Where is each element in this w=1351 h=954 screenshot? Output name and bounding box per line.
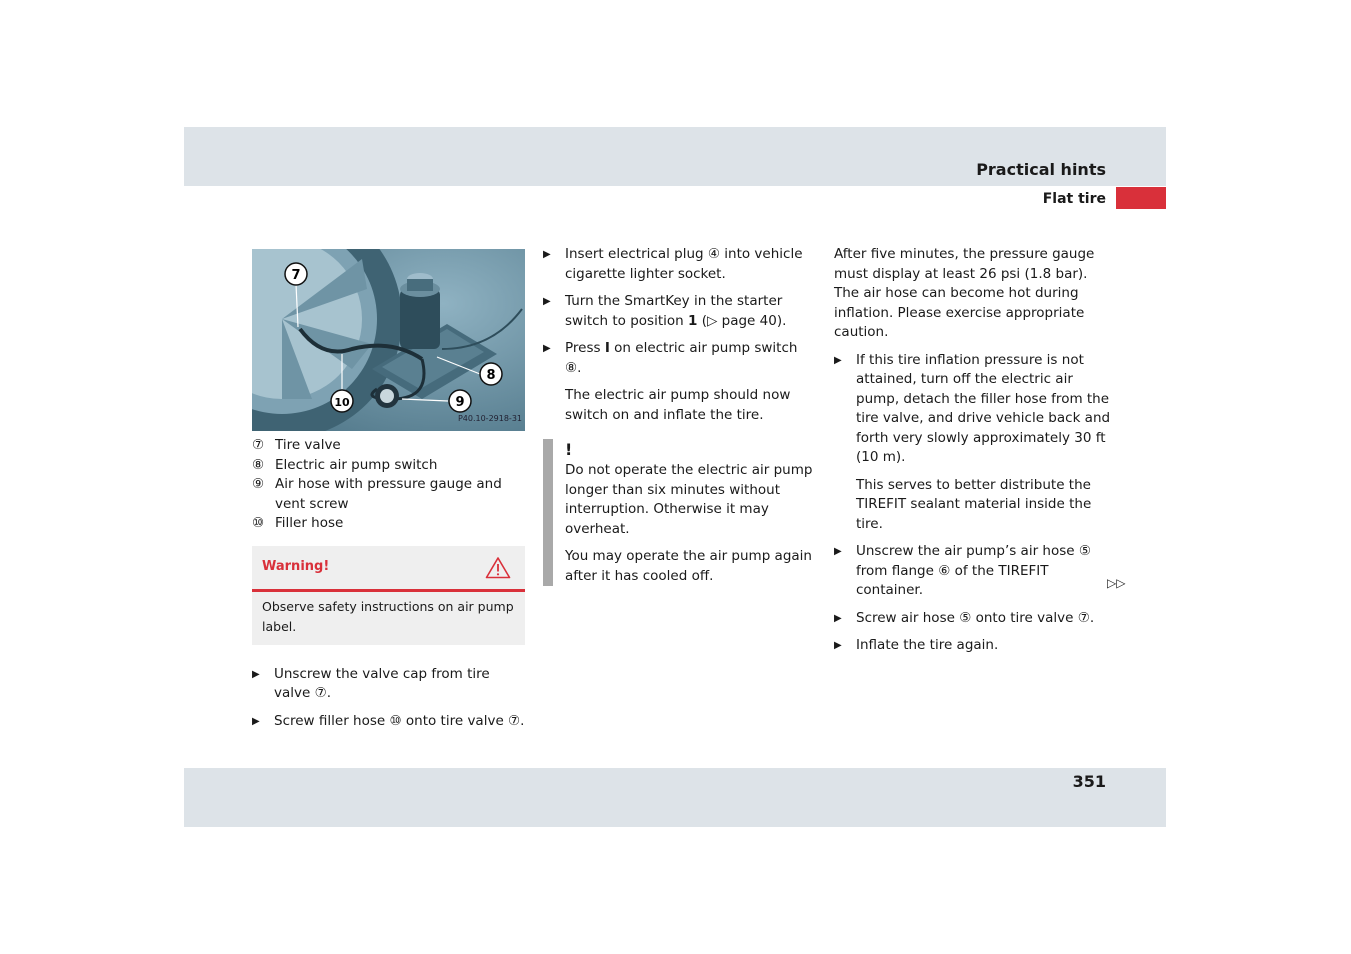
step-item [834, 542, 1114, 601]
column-2 [543, 245, 818, 586]
legend-number: ⑩ [252, 515, 265, 531]
callout-10 [331, 390, 353, 412]
warning-header [252, 546, 525, 592]
legend-number: ⑦ [252, 437, 265, 453]
notice-box [543, 439, 818, 586]
callout-7 [285, 263, 307, 285]
step-text: Insert electrical plug ④ into vehicle cigarette lighter socket. [565, 246, 803, 282]
column-3 [834, 245, 1114, 656]
step-item [252, 665, 525, 704]
bullet-arrow-icon: ▶ [543, 249, 551, 260]
bullet-arrow-icon: ▶ [834, 640, 842, 651]
intro-text: After five minutes, the pressure gauge must display at least 26 psi (1.8 bar). The air hose can become hot during inflation. Please exercise appropriate caution. [834, 246, 1095, 340]
svg-text:8: 8 [486, 368, 496, 383]
svg-text:9: 9 [455, 395, 465, 410]
legend-number: ⑨ [252, 476, 265, 492]
section-tab-marker [1116, 187, 1166, 209]
tirefit-illustration [252, 249, 525, 431]
step-item [834, 636, 1114, 656]
legend-text: Tire valve [275, 437, 341, 453]
legend-item [252, 436, 525, 456]
step-item [834, 609, 1114, 629]
step-item [543, 292, 818, 331]
warning-label: Warning! [262, 559, 330, 575]
legend-text: Filler hose [275, 515, 344, 531]
legend-item [252, 475, 525, 514]
footer-band [184, 768, 1166, 827]
col1-steps [252, 665, 525, 732]
bullet-arrow-icon: ▶ [252, 715, 260, 727]
warning-text: Observe safety instructions on air pump label. [262, 598, 514, 634]
step-item [543, 339, 818, 378]
bullet-arrow-icon: ▶ [834, 546, 842, 557]
step-text: Screw air hose ⑤ onto tire valve ⑦. [856, 609, 1095, 626]
bullet-arrow-icon: ▶ [834, 354, 842, 366]
figure-legend [252, 436, 525, 534]
column-1 [252, 245, 525, 731]
step-note: This serves to better distribute the TIREFIT sealant material inside the tire. [856, 476, 1092, 532]
step-note: The electric air pump should now switch on and inflate the tire. [565, 387, 791, 423]
page-number: 351 [1072, 772, 1106, 791]
step-text: Unscrew the valve cap from tire valve ⑦. [274, 665, 490, 701]
notice-text: Do not operate the electric air pump longer than six minutes without interruption. Otherwise it may overheat. [565, 462, 813, 537]
svg-text:7: 7 [291, 268, 301, 283]
warning-box [252, 546, 525, 645]
bullet-arrow-icon: ▶ [252, 668, 260, 680]
callout-8 [480, 363, 502, 385]
step-text: Turn the SmartKey in the starter switch to position 1 (▷ page 40). [565, 293, 787, 329]
legend-text: Air hose with pressure gauge and vent screw [275, 476, 502, 512]
step-text: Unscrew the air pump’s air hose ⑤ from flange ⑥ of the TIREFIT container. [856, 543, 1091, 598]
warning-triangle-icon [485, 556, 511, 579]
legend-item [252, 456, 525, 476]
bullet-arrow-icon: ▶ [834, 612, 842, 624]
svg-text:10: 10 [334, 396, 350, 409]
section-title: Practical hints [976, 160, 1106, 179]
exclamation-icon: ! [565, 440, 573, 459]
subsection-title: Flat tire [1042, 191, 1106, 207]
step-item [543, 245, 818, 284]
notice-bar [543, 439, 553, 586]
legend-item [252, 514, 525, 534]
bullet-arrow-icon: ▶ [543, 343, 551, 354]
tirefit-illustration-drawing [252, 249, 525, 431]
continued-arrows-icon: ▷▷ [1107, 576, 1126, 590]
legend-number: ⑧ [252, 456, 265, 473]
step-text: Screw filler hose ⑩ onto tire valve ⑦. [274, 712, 525, 729]
bullet-arrow-icon: ▶ [543, 296, 551, 307]
step-text: Press I on electric air pump switch ⑧. [565, 340, 798, 376]
step-text: If this tire inflation pressure is not attained, turn off the electric air pump, detach the filler hose from the tire valve, and drive vehicle back and forth very slowly approximately 30 ft (10 m). [856, 351, 1111, 465]
figure-code: P40.10-2918-31 [457, 413, 522, 423]
step-item [834, 351, 1114, 468]
step-item [252, 712, 525, 732]
notice-text: You may operate the air pump again after it has cooled off. [565, 548, 812, 584]
step-text: Inflate the tire again. [856, 637, 999, 653]
legend-text: Electric air pump switch [275, 456, 438, 473]
